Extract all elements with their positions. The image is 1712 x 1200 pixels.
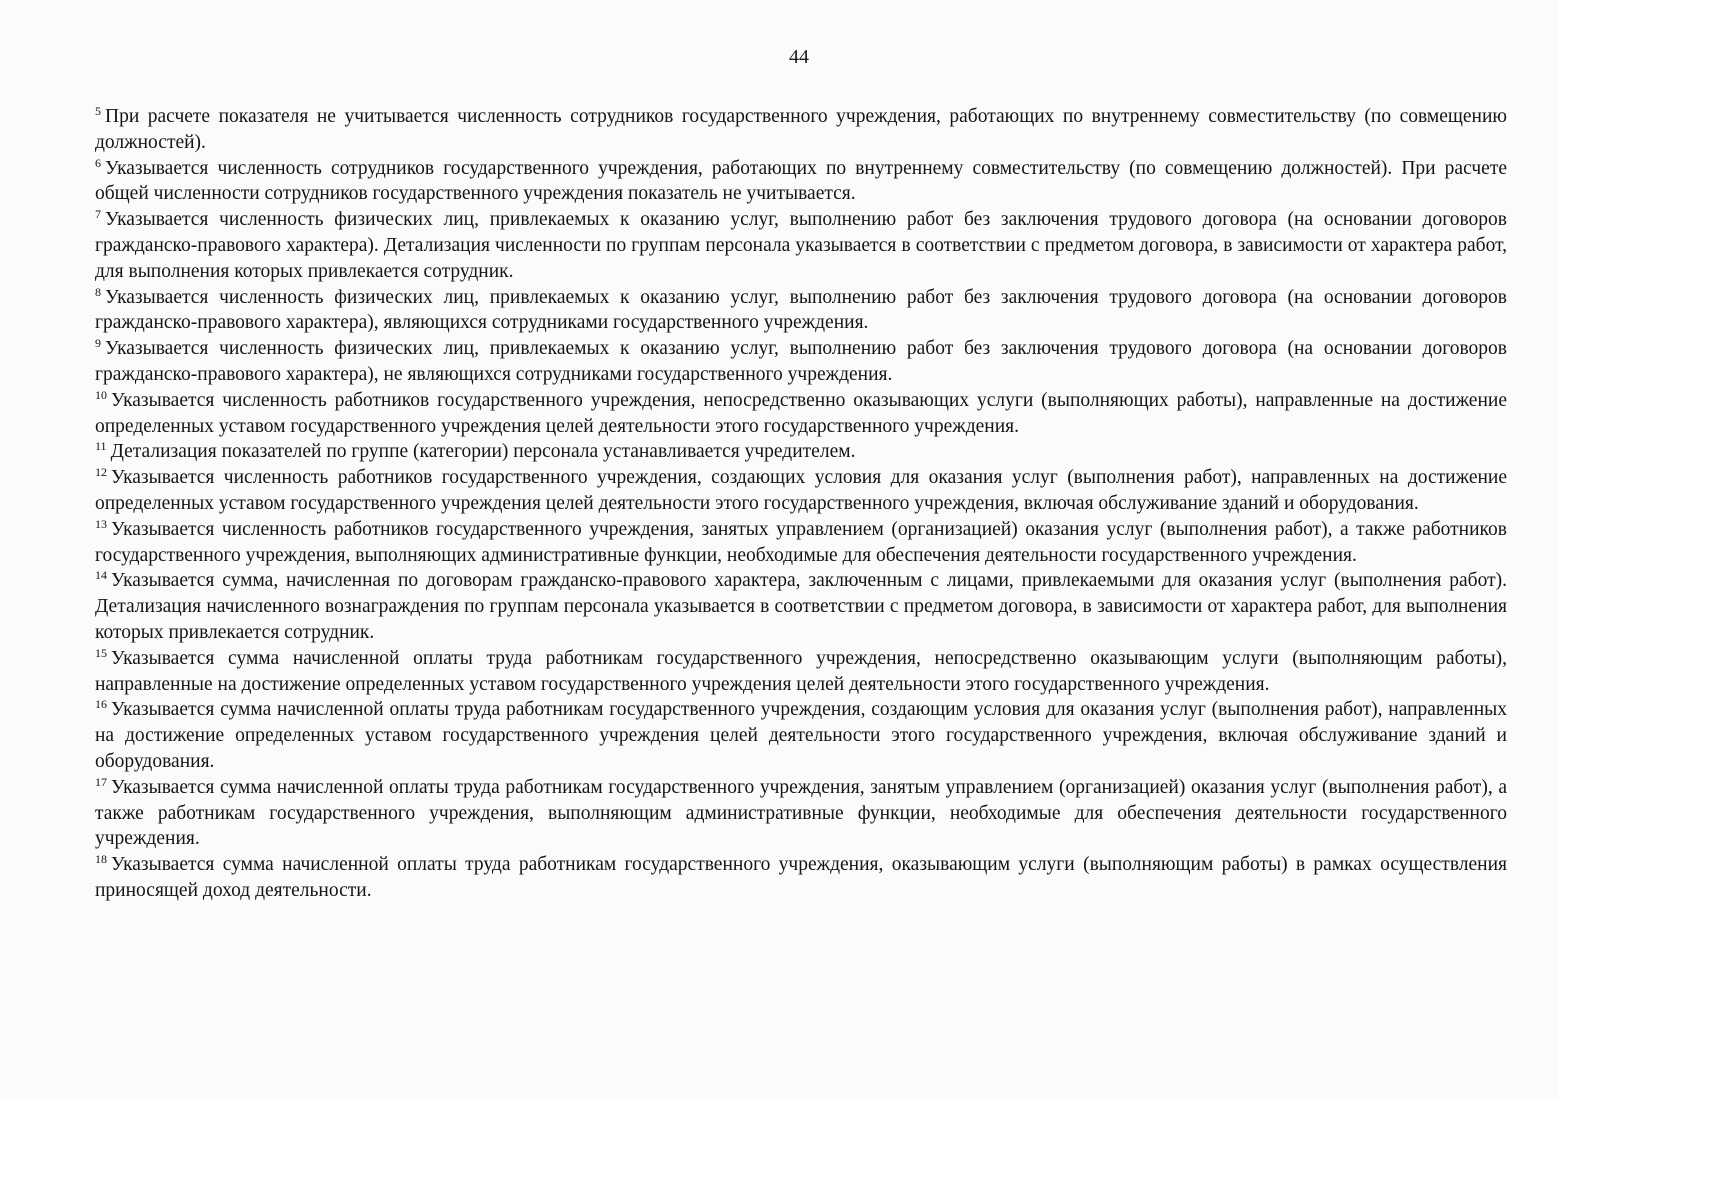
footnote-marker: 7 [95,207,101,222]
footnote-text: Указывается численность физических лиц, привлекаемых к оказанию услуг, выполнению работ без заключения трудового договора (на основании договоров гражданско-правового характера). Детализация численности по группам персонала указывается в соответствии с предметом договора, в зависимости от характера работ, для выполнения которых привлекается сотрудник. [95,209,1507,282]
footnote-marker: 13 [95,516,107,531]
footnote-marker: 18 [95,852,107,867]
page-number: 44 [789,46,809,68]
footnote-15 [95,646,1507,698]
footnotes-list [95,104,1507,904]
footnote-text: Указывается численность работников государственного учреждения, занятых управлением (организацией) оказания услуг (выполнения работ), а также работников государственного учреждения, выполняющих административные функции, необходимые для обеспечения деятельности государственного учреждения. [95,518,1507,566]
footnote-10 [95,388,1507,440]
footnote-text: Указывается сумма, начисленная по договорам гражданско-правового характера, заключенным с лицами, привлекаемыми для оказания услуг (выполнения работ). Детализация начисленного вознаграждения по группам персонала указывается в соответствии с предметом договора, в зависимости от характера работ, для выполнения которых привлекается сотрудник. [95,570,1507,643]
footnote-7 [95,207,1507,284]
footnote-marker: 8 [95,284,101,299]
footnote-17 [95,775,1507,852]
footnote-marker: 5 [95,104,101,118]
footnote-text: При расчете показателя не учитывается численность сотрудников государственного учреждения, работающих по внутреннему совместительству (по совмещению должностей). [95,106,1507,153]
footnote-9 [95,336,1507,388]
footnote-marker: 14 [95,568,107,583]
footnote-13 [95,517,1507,569]
footnote-text: Указывается численность физических лиц, привлекаемых к оказанию услуг, выполнению работ без заключения трудового договора (на основании договоров гражданско-правового характера), являющихся сотрудниками государственного учреждения. [95,286,1507,334]
footnote-marker: 10 [95,387,107,402]
footnote-text: Указывается сумма начисленной оплаты труда работникам государственного учреждения, создающим условия для оказания услуг (выполнения работ), направленных на достижение определенных уставом государственного учреждения целей деятельности этого государственного учреждения, включая обслуживание зданий и оборудования. [95,699,1507,772]
footnote-text: Указывается численность сотрудников государственного учреждения, работающих по внутреннему совместительству (по совмещению должностей). При расчете общей численности сотрудников государственного учреждения показатель не учитывается. [95,157,1507,205]
footnote-text: Указывается численность работников государственного учреждения, непосредственно оказывающих услуги (выполняющих работы), направленные на достижение определенных уставом государственного учреждения целей деятельности этого государственного учреждения. [95,389,1507,437]
footnote-16 [95,697,1507,774]
footnote-marker: 11 [95,439,107,454]
footnote-marker: 16 [95,697,107,712]
footnote-text: Указывается численность физических лиц, привлекаемых к оказанию услуг, выполнению работ без заключения трудового договора (на основании договоров гражданско-правового характера), не являющихся сотрудниками государственного учреждения. [95,338,1507,385]
footnote-marker: 12 [95,465,107,480]
footnote-text: Указывается сумма начисленной оплаты труда работникам государственного учреждения, непосредственно оказывающим услуги (выполняющим работы), направленные на достижение определенных уставом государственного учреждения целей деятельности этого государственного учреждения. [95,647,1507,695]
footnote-text: Указывается сумма начисленной оплаты труда работникам государственного учреждения, занятым управлением (организацией) оказания услуг (выполнения работ), а также работникам государственного учреждения, выполняющим административные функции, необходимые для обеспечения деятельности государственного учреждения. [95,776,1507,850]
footnote-marker: 17 [95,774,107,789]
footnote-6 [95,156,1507,208]
footnote-5 [95,104,1507,156]
footnote-8 [95,285,1507,337]
footnote-marker: 15 [95,645,107,660]
footnote-marker: 9 [95,336,101,351]
footnote-14 [95,568,1507,645]
footnote-text: Детализация показателей по группе (категории) персонала устанавливается учредителем. [110,441,856,463]
footnote-text: Указывается сумма начисленной оплаты труда работникам государственного учреждения, оказывающим услуги (выполняющим работы) в рамках осуществления приносящей доход деятельности. [95,854,1507,901]
footnote-11 [95,439,1507,465]
footnote-marker: 6 [95,155,101,170]
footnote-text: Указывается численность работников государственного учреждения, создающих условия для оказания услуг (выполнения работ), направленных на достижение определенных уставом государственного учреждения целей деятельности этого государственного учреждения, включая обслуживание зданий и оборудования. [95,467,1507,514]
footnote-12 [95,465,1507,517]
footnote-18 [95,852,1507,904]
